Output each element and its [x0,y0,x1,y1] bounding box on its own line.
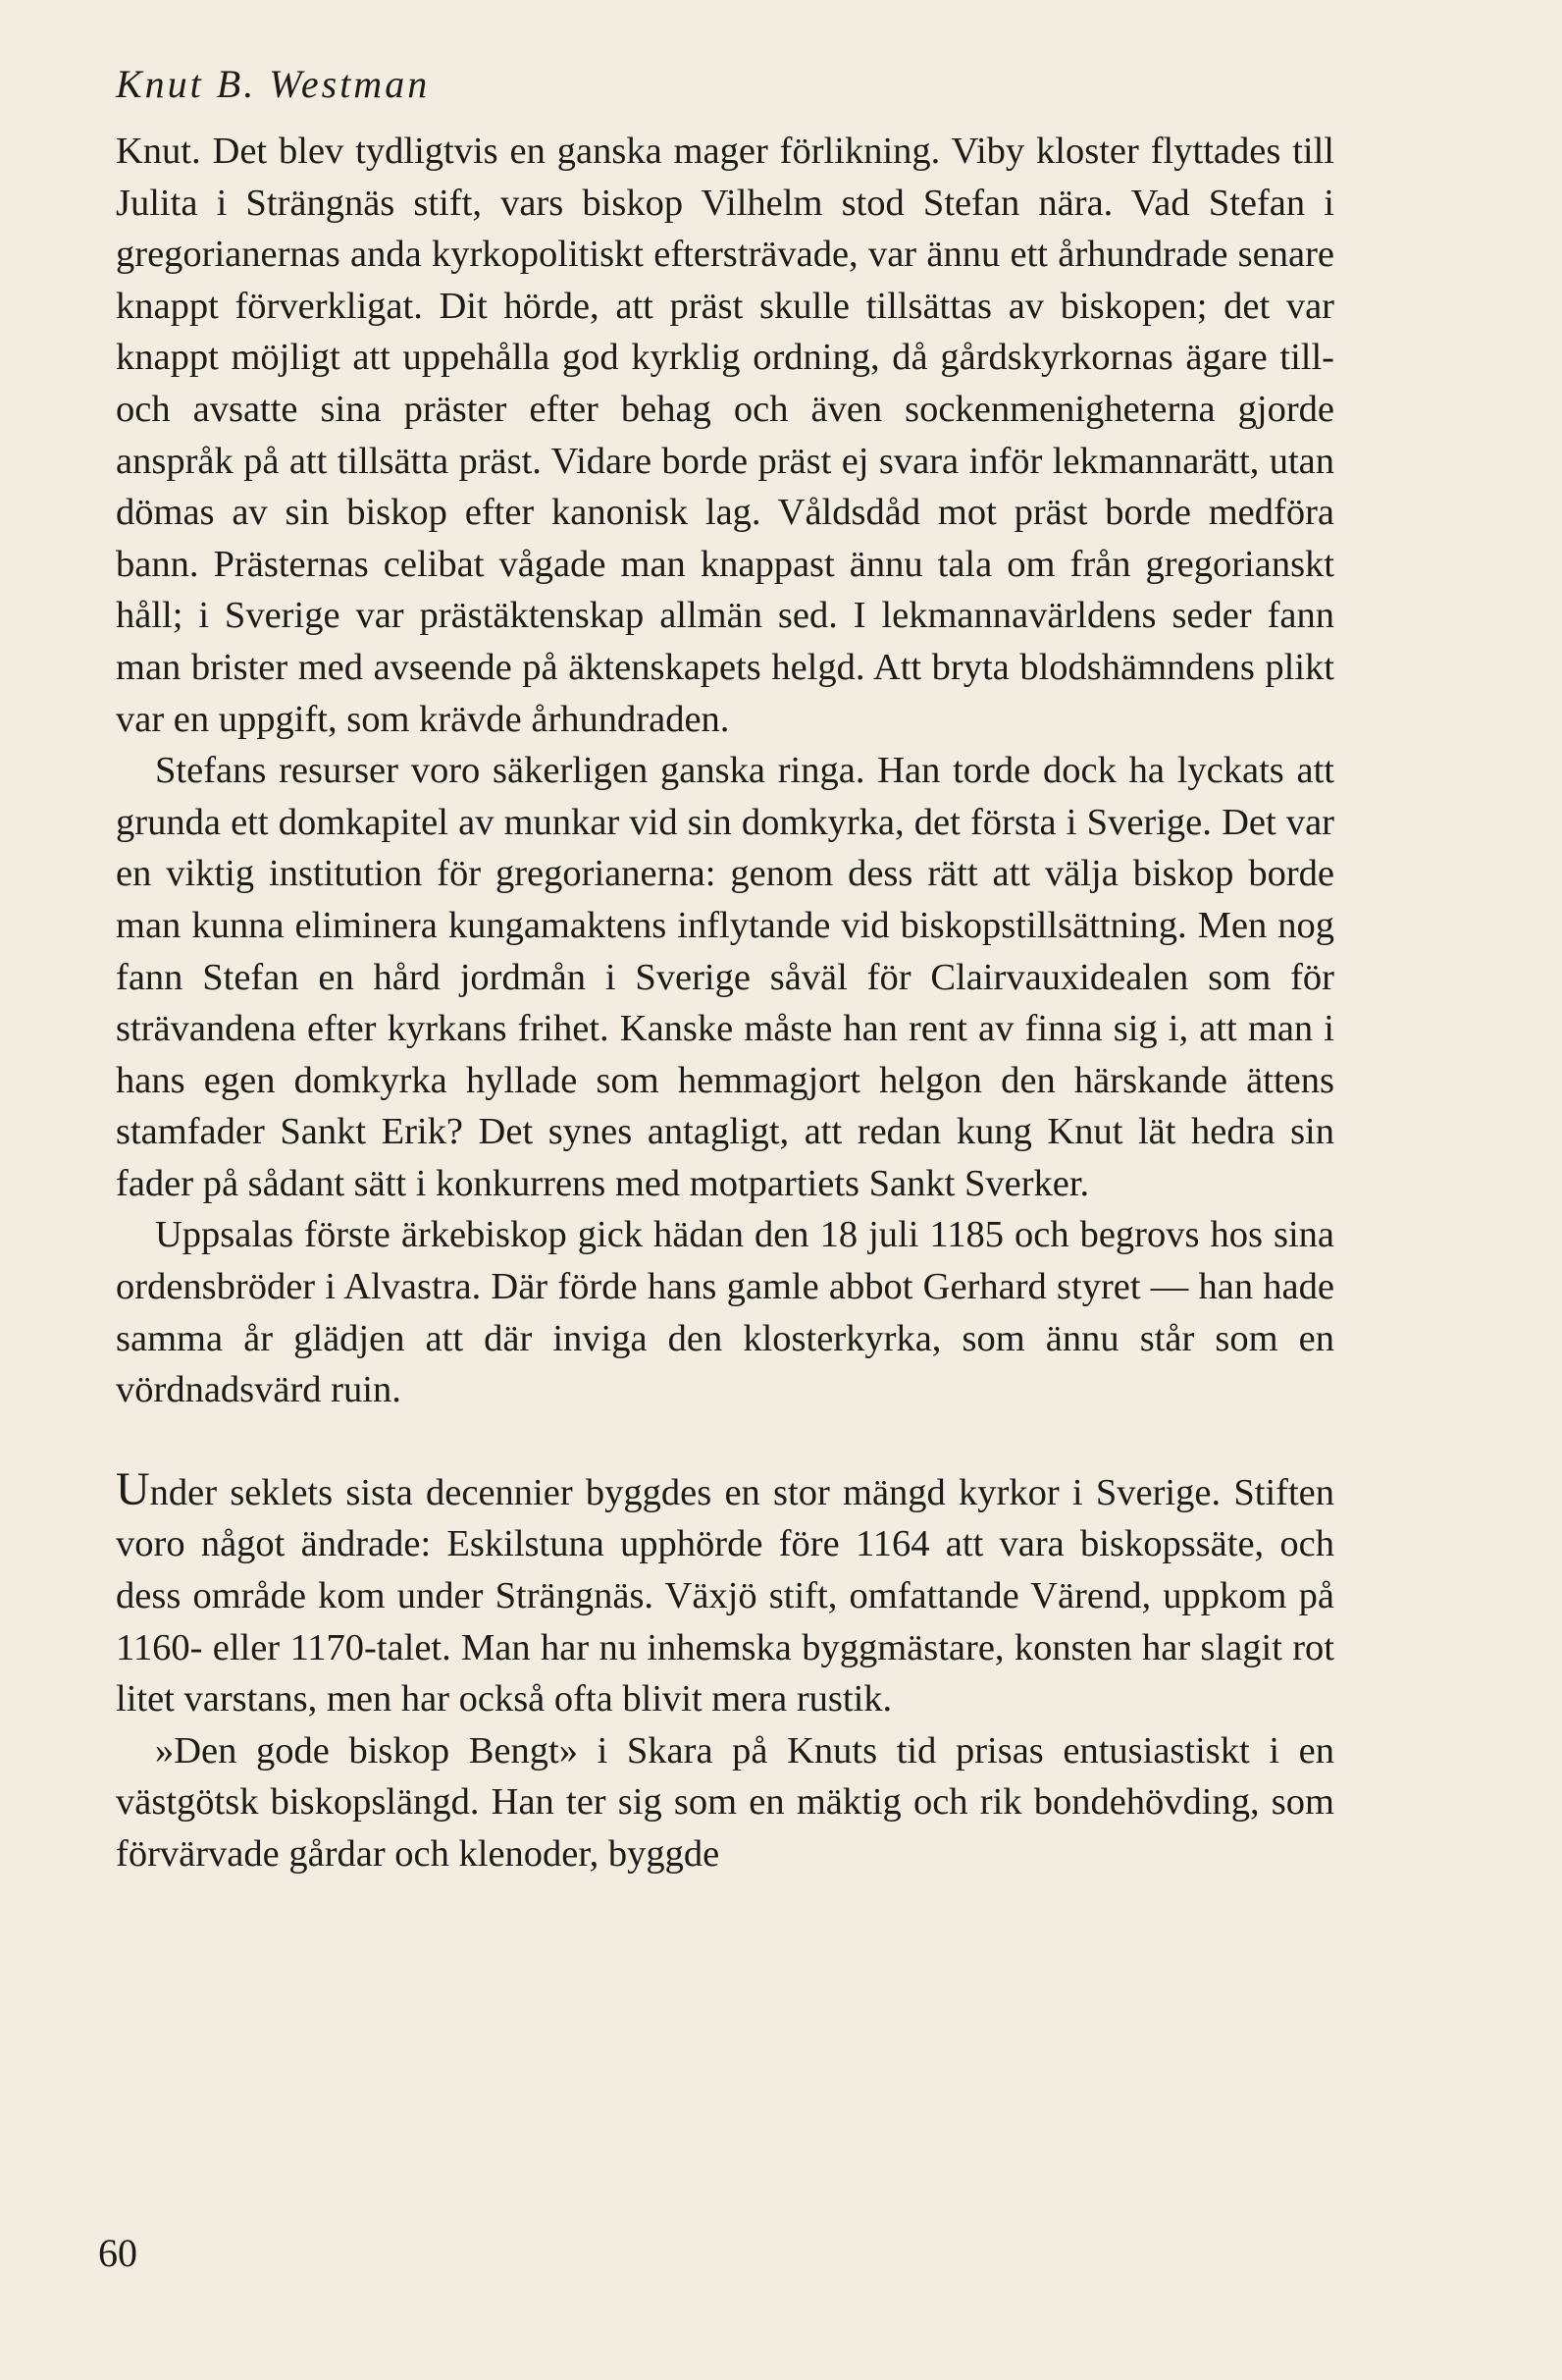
paragraph-1: Knut. Det blev tydligtvis en ganska mager förlikning. Viby kloster flyttades till Julita i Strängnäs stift, vars biskop Vilhelm stod Stefan nära. Vad Stefan i gregorianernas anda kyrkopolitiskt eftersträvade, var ännu ett århundrade senare knappt förverkligat. Dit hörde, att präst skulle tillsättas av biskopen; det var knappt möjligt att uppehålla god kyrklig ordning, då gårdskyrkornas ägare till- och avsatte sina präster efter behag och även sockenmenigheterna gjorde anspråk på att tillsätta präst. Vidare borde präst ej svara inför lekmannarätt, utan dömas av sin biskop efter kanonisk lag. Våldsdåd mot präst borde medföra bann. Prästernas celibat vågade man knappast ännu tala om från gregorianskt håll; i Sverige var prästäktenskap allmän sed. I lekmannavärldens seder fann man brister med avseende på äktenskapets helgd. Att bryta blodshämndens plikt var en uppgift, som krävde århundraden. [116,131,1334,740]
section-2-paragraph-2: »Den gode biskop Bengt» i Skara på Knuts tid prisas entusiastiskt i en västgötsk biskopslängd. Han ter sig som en mäktig och rik bondehövding, som förvärvade gårdar och klenoder, byggde [116,1729,1334,1875]
section-initial-letter: U [116,1462,150,1515]
text-block [116,126,1334,1880]
paragraph-3: Uppsalas förste ärkebiskop gick hädan den 18 juli 1185 och begrovs hos sina ordensbröder i Alvastra. Där förde hans gamle abbot Gerhard styret — han hade samma år glädjen att där inviga den klosterkyrka, som ännu står som en vördnadsvärd ruin. [116,1214,1334,1411]
section-2-paragraph-1 [116,1462,1334,1725]
page-number: 60 [98,2231,137,2275]
paragraph-2: Stefans resurser voro säkerligen ganska ringa. Han torde dock ha lyckats att grunda ett domkapitel av munkar vid sin domkyrka, det första i Sverige. Det var en viktig institution för gregorianerna: genom dess rätt att välja biskop borde man kunna eliminera kungamaktens inflytande vid biskopstillsättning. Men nog fann Stefan en hård jordmån i Sverige såväl för Clairvauxidealen som för strävandena efter kyrkans frihet. Kanske måste han rent av finna sig i, att man i hans egen domkyrka hyllade som hemmagjort helgon den härskande ättens stamfader Sankt Erik? Det synes antagligt, att redan kung Knut lät hedra sin fader på sådant sätt i konkurrens med motpartiets Sankt Sverker. [116,750,1334,1204]
running-head: Knut B. Westman [116,62,431,106]
section-2-paragraph-1-text: nder seklets sista decennier byggdes en stor mängd kyrkor i Sverige. Stiften voro något ändrade: Eskilstuna upphörde före 1164 att vara biskopssäte, och dess område kom under Strängnäs. Växjö stift, omfattande Värend, uppkom på 1160- eller 1170-talet. Man har nu inhemska byggmästare, konsten har slagit rot litet varstans, men har också ofta blivit mera rustik. [116,1471,1334,1720]
